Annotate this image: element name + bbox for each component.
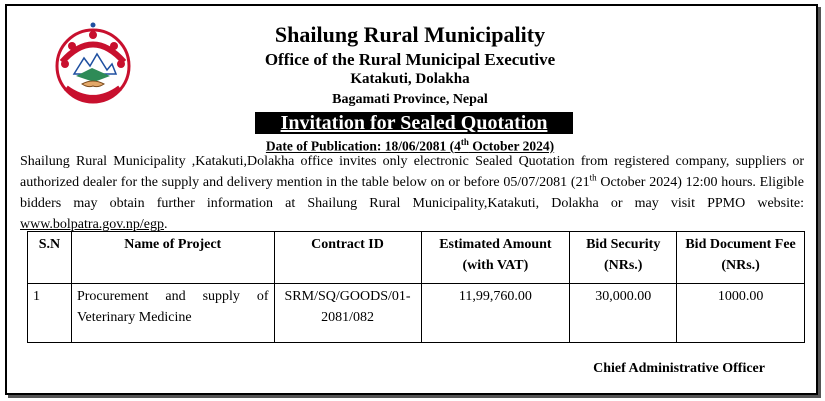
signatory: Chief Administrative Officer xyxy=(593,361,765,376)
office-location: Katakuti, Dolakha xyxy=(350,71,470,87)
header-contract-id: Contract ID xyxy=(274,232,421,284)
cell-project: Procurement and supply of Veterinary Medicine xyxy=(71,284,274,343)
publication-date-sup: th xyxy=(460,137,469,147)
cell-bid-security: 30,000.00 xyxy=(570,284,677,343)
nepal-emblem-icon xyxy=(52,22,134,112)
body-text-end: . xyxy=(164,217,168,232)
header-bid-document-fee: Bid Document Fee (NRs.) xyxy=(677,232,805,284)
header-project: Name of Project xyxy=(71,232,274,284)
publication-date-prefix: Date of Publication: 18/06/2081 (4 xyxy=(265,138,461,154)
municipality-name: Shailung Rural Municipality xyxy=(274,22,546,47)
office-name: Office of the Rural Municipal Executive xyxy=(264,50,556,69)
header-sn: S.N xyxy=(28,232,72,284)
cell-sn: 1 xyxy=(28,284,72,343)
notice-body xyxy=(20,151,804,235)
notice-title: Invitation for Sealed Quotation xyxy=(255,112,573,134)
cell-estimated-amount: 11,99,760.00 xyxy=(421,284,570,343)
cell-bid-document-fee: 1000.00 xyxy=(677,284,805,343)
body-text-sup: th xyxy=(589,172,597,183)
ppmo-website-link[interactable]: www.bolpatra.gov.np/egp xyxy=(20,217,164,232)
quotation-table xyxy=(27,231,805,343)
body-text-2: October 2024) 12:00 hours. Eligible bidders may obtain further information at Shailung Rural Municipality,Katakuti, Dolakha or may visit PPMO website: xyxy=(20,175,805,211)
table-row xyxy=(28,284,805,343)
table-header-row xyxy=(28,232,805,284)
office-province: Bagamati Province, Nepal xyxy=(332,92,488,107)
body-text-1: Shailung Rural Municipality ,Katakuti,Dolakha office invites only electronic Sealed Quotation from registered company, suppliers or authorized dealer for the supply and delivery mention in the table below on or before 05/07/2081 (21 xyxy=(20,154,804,190)
publication-date-suffix: October 2024) xyxy=(468,138,555,154)
header-estimated-amount: Estimated Amount (with VAT) xyxy=(421,232,570,284)
header-bid-security: Bid Security (NRs.) xyxy=(570,232,677,284)
cell-contract-id: SRM/SQ/GOODS/01-2081/082 xyxy=(274,284,421,343)
